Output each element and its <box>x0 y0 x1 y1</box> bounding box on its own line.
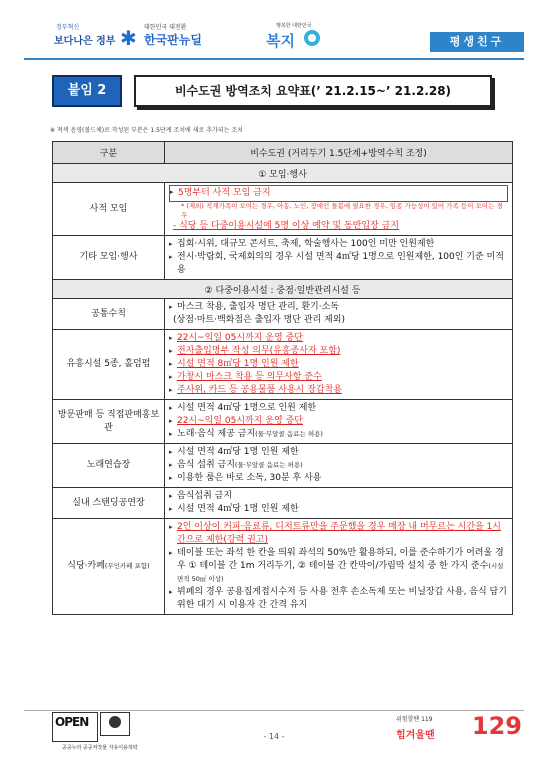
cat-common: 공통수칙 <box>53 299 165 330</box>
karaoke-item-1: ▸ 시설 면적 4㎡당 1명 인원 제한 <box>169 446 508 459</box>
page-number: - 14 - <box>263 732 285 741</box>
section-facilities: ② 다중이용시설 : 중점·일반관리시설 등 <box>53 280 513 299</box>
footer-divider <box>24 710 524 711</box>
korean-new-deal-logo: ✱ 대한민국 대전환 한국판뉴딜 <box>120 24 202 50</box>
karaoke-measures <box>165 444 513 488</box>
header-measures: 비수도권 (거리두기 1.5단계+방역수칙 조정) <box>165 142 513 164</box>
bar-item-4: ▸ 가창시 마스크 착용 등 의무사항 준수 <box>169 371 508 384</box>
cafe-item-1: ▸ 2인 이상이 커피·음료류, 디저트류만을 주문했을 경우 매장 내 머무르는 시간을 1시간으로 제한(강력 권고) <box>169 521 508 547</box>
private-item-2: - 식당 등 다중이용시설에 5명 이상 예약 및 동반입장 금지 <box>173 221 399 231</box>
section-gathering: ① 모임·행사 <box>53 164 513 183</box>
cat-entertainment: 유흥시설 5종, 홀덤펍 <box>53 330 165 400</box>
private-measures <box>165 183 513 236</box>
other-measures <box>165 236 513 280</box>
open-license-logo: OPEN <box>52 712 98 742</box>
entertainment-measures <box>165 330 513 400</box>
measures-table <box>52 141 513 615</box>
page-title: 비수도권 방역조치 요약표(’ 21.2.15~’ 21.2.28) <box>134 75 492 107</box>
cat-private: 사적 모임 <box>53 183 165 236</box>
common-item-2: (상점·마트·백화점은 출입자 명단 관리 제외) <box>173 315 345 325</box>
attachment-badge: 붙임 2 <box>52 75 122 107</box>
other-item-2: ▸ 전시·박람회, 국제회의의 경우 시설 면적 4㎡당 1명으로 인원제한, 100인 기준 미적용 <box>169 251 508 277</box>
welfare-logo: 행복한 대한민국 복지 <box>266 22 326 56</box>
note-text: ※ 적색 음영(볼드체)로 작성된 부분은 1.5단계 조치에 새로 추가되는 조치 <box>50 127 243 134</box>
bar-item-2: ▸ 전자출입명부 작성 의무(유흥종사자 포함) <box>169 345 508 358</box>
header-divider <box>24 58 524 60</box>
bar-item-1: ▸ 22시~익일 05시까지 운영 중단 <box>169 332 508 345</box>
open-license-caption: 공공누리 공공저작물 자유이용허락 <box>62 745 138 751</box>
cafe-item-3: ▸ 뷔페의 경우 공용집게접시수저 등 사용 전후 손소독제 또는 비닐장갑 사용, 음식 담기 위한 대기 시 이용자 간 간격 유지 <box>169 586 508 612</box>
other-item-1: ▸ 집회·시위, 대규모 콘서트, 축제, 학술행사는 100인 미만 인원제한 <box>169 238 508 251</box>
hotline-logo: 위험할땐 119 힘겨울땐 129 <box>396 712 522 741</box>
lifelong-friend-banner: 평생친구 <box>430 32 524 52</box>
sales-item-1: ▸ 시설 면적 4㎡당 1명으로 인원 제한 <box>169 402 508 415</box>
sales-measures <box>165 400 513 444</box>
title-row <box>52 75 492 107</box>
cafe-measures <box>165 519 513 615</box>
private-item-1: ▸ 5명부터 사적 모임 금지 <box>169 185 508 202</box>
cat-standing-venue: 실내 스탠딩공연장 <box>53 488 165 519</box>
performance-item-2: ▸ 시설 면적 4㎡당 1명 인원 제한 <box>169 503 508 516</box>
welfare-ring-icon <box>304 30 320 46</box>
header-category: 구분 <box>53 142 165 164</box>
person-icon <box>109 716 121 728</box>
performance-measures <box>165 488 513 519</box>
bar-item-5: ▸ 주사위, 카드 등 공용물품 사용시 장갑착용 <box>169 384 508 397</box>
cat-direct-sales: 방문판매 등 직접판매홍보관 <box>53 400 165 444</box>
private-subnote: * (제외) 직계가족이 모이는 경우, 아동, 노인, 장애인 돌봄에 필요한 경우, 임종 가능성이 있어 가족 등이 모이는 경우 <box>181 202 503 219</box>
sales-item-3: ▸ 노래·음식 제공 금지(물·무알콜 음료는 허용) <box>169 428 508 441</box>
karaoke-item-3: ▸ 이용한 룸은 바로 소독, 30분 후 사용 <box>169 472 508 485</box>
cat-karaoke: 노래연습장 <box>53 444 165 488</box>
karaoke-item-2: ▸ 음식 섭취 금지(물·무알콜 음료는 허용) <box>169 459 508 472</box>
performance-item-1: ▸ 음식섭취 금지 <box>169 490 508 503</box>
header-logos <box>0 14 548 58</box>
government-innovation-logo: 정부혁신 보다나은 정부 <box>54 24 116 47</box>
cafe-item-2: ▸ 테이블 또는 좌석 한 칸을 띄워 좌석의 50%만 활용하되, 이를 준수하기가 어려울 경우 ① 테이블 간 1m 거리두기, ② 테이블 간 칸막이/가림막 설치 중 한 가지 준수(시설 면적 50㎡ 이상) <box>169 547 508 586</box>
cat-other-events: 기타 모임·행사 <box>53 236 165 280</box>
bar-item-3: ▸ 시설 면적 8㎡당 1명 인원 제한 <box>169 358 508 371</box>
common-measures <box>165 299 513 330</box>
common-item-1: ▸ 마스크 착용, 출입자 명단 관리, 환기·소독 <box>169 301 508 314</box>
cat-restaurant-cafe: 식당·카페(무인카페 포함) <box>53 519 165 615</box>
sales-item-2: ▸ 22시~익일 05시까지 운영 중단 <box>169 415 508 428</box>
new-deal-icon: ✱ <box>120 26 137 50</box>
